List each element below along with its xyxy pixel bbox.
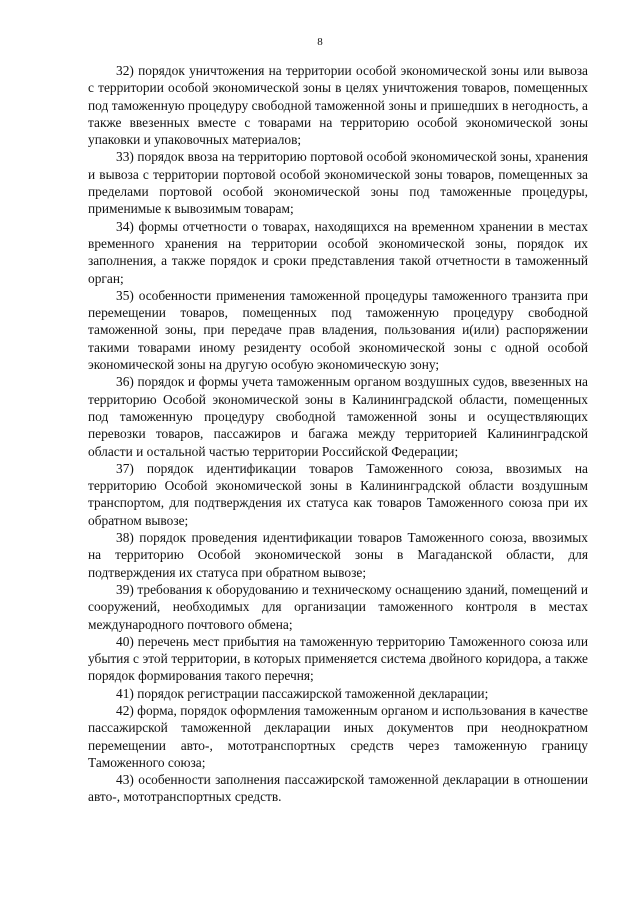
paragraph-item-39: 39) требования к оборудованию и техническому оснащению зданий, помещений и сооружений, необходимых для организации таможенного контроля в местах международного почтового обмена; [88, 581, 588, 632]
paragraph-item-36: 36) порядок и формы учета таможенным органом воздушных судов, ввезенных на территорию Особой экономической зоны в Калининградской области, помещенных под таможенную процедуру свободной таможенной зоны и осуществляющих перевозки товаров, пассажиров и багажа между территорией Калининградской области и остальной частью территории Российской Федерации; [88, 374, 588, 459]
paragraph-item-41: 41) порядок регистрации пассажирской таможенной декларации; [116, 685, 489, 701]
paragraph-item-32: 32) порядок уничтожения на территории особой экономической зоны или вывоза с территории особой экономической зоны в целях уничтожения товаров, помещенных под таможенную процедуру свободной таможенной зоны и пришедших в негодность, а также ввезенных вместе с товарами на территорию особой экономической зоны упаковки и упаковочных материалов; [88, 63, 588, 148]
paragraph-item-38: 38) порядок проведения идентификации товаров Таможенного союза, ввозимых на территорию Особой экономической зоны в Магаданской области, для подтверждения их статуса при обратном вывозе; [88, 530, 588, 580]
paragraph-item-34: 34) формы отчетности о товарах, находящихся на временном хранении в местах временного хранения на территории особой экономической зоны, порядок их заполнения, а также порядок и сроки представления такой отчетности в таможенный орган; [88, 218, 588, 286]
paragraph-item-37: 37) порядок идентификации товаров Таможенного союза, ввозимых на территорию Особой экономической зоны в Калининградской области воздушным транспортом, для подтверждения их статуса как товаров Таможенного союза при их обратном вывозе; [88, 460, 588, 528]
paragraph-item-43: 43) особенности заполнения пассажирской таможенной декларации в отношении авто-, мототранспортных средств. [88, 772, 588, 805]
page-number: 8 [317, 36, 323, 48]
paragraph-item-33: 33) порядок ввоза на территорию портовой особой экономической зоны, хранения и вывоза с территории портовой особой экономической зоны товаров, помещенных за пределами портовой особой экономической зоны под таможенные процедуры, применимые к вывозимым товарам; [88, 149, 588, 217]
document-body [88, 62, 588, 806]
paragraph-item-40: 40) перечень мест прибытия на таможенную территорию Таможенного союза или убытия с этой территории, в которых применяется система двойного коридора, а также порядок формирования такого перечня; [88, 633, 588, 684]
paragraph-item-42: 42) форма, порядок оформления таможенным органом и использования в качестве пассажирской таможенной декларации иных документов при неоднократном перемещении авто-, мототранспортных средств через таможенную границу Таможенного союза; [88, 702, 588, 770]
paragraph-item-35: 35) особенности применения таможенной процедуры таможенного транзита при перемещении товаров, помещенных под таможенную процедуру свободной таможенной зоны, при передаче прав владения, пользования и(или) распоряжении такими товарами иному резиденту особой экономической зоны с одной особой экономической зоны на другую особую экономическую зону; [88, 287, 588, 373]
